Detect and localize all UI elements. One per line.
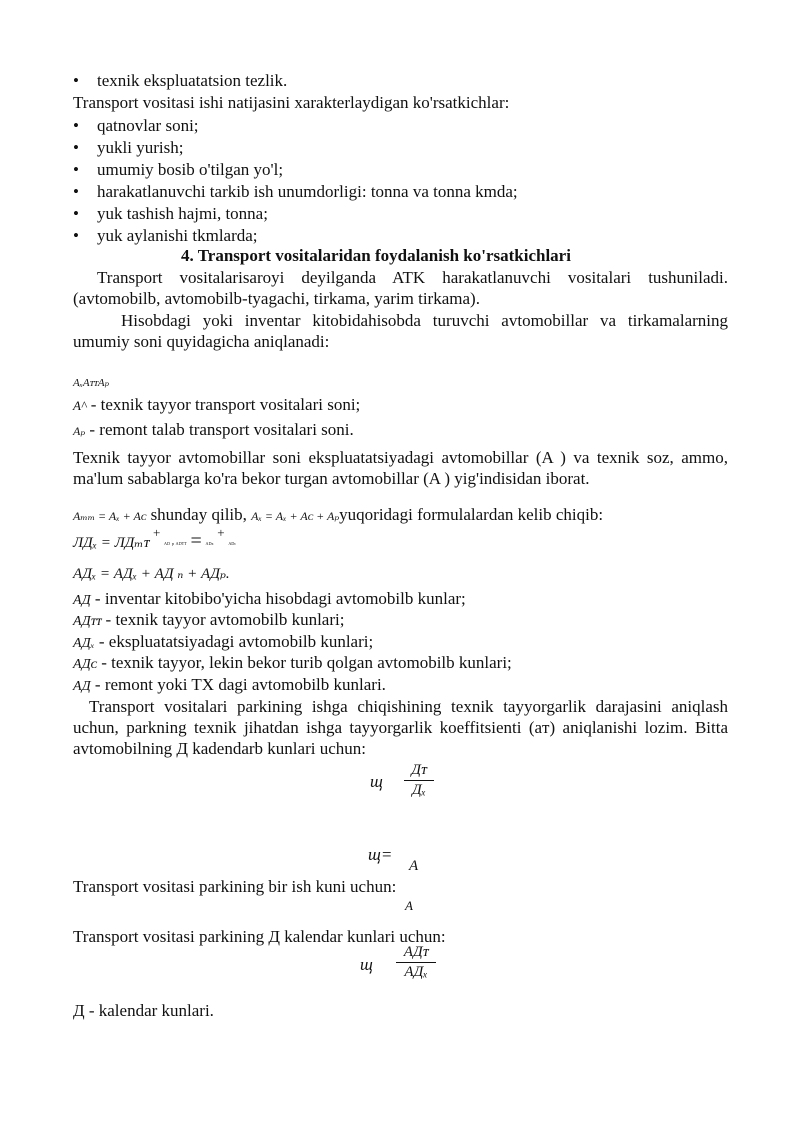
paragraph: Transport vositalari parkining ishga chiqishining texnik tayyorgarlik darajasini aniqlash uchun, parkning texnik jihatdan ishga tayyorgarlik koeffitsienti (aᴛ) aniqlanishi lozim. Bitta avtomobilning Д kadendarb kunlari uchun: [73, 697, 728, 758]
symbol: АДᴄ [73, 657, 97, 672]
formula-sub: ᴬᴰᶜ [228, 541, 237, 549]
formula-sub: ᴬᴰ ᵖ ᴬᴰᵀᵀ [164, 541, 187, 549]
definition-text: - inventar kitobibo'yicha hisobdagi avtomobilb kunlar; [90, 589, 466, 608]
list-item: yuk tashish hajmi, tonna; [97, 204, 268, 223]
formula-connector: shunday qilib, [146, 505, 252, 524]
symbol: АДₓ [73, 636, 95, 651]
formula-line [73, 505, 603, 526]
list-item: harakatlanuvchi tarkib ish unumdorligi: tonna va tonna kmda; [97, 182, 518, 201]
fraction [404, 762, 434, 799]
plus-sign: + [217, 525, 225, 540]
definition-line [73, 395, 360, 416]
fraction-numerator: Дᴛ [411, 762, 427, 778]
definition-line [73, 420, 354, 441]
formula-sub: ᴬᴰˣ [205, 541, 214, 549]
equals-sign: = [190, 530, 202, 552]
plus-sign: + [152, 525, 161, 540]
bullet-marker: • [73, 138, 79, 157]
results-intro: Transport vositasi ishi natijasini xarakterlaydigan ko'rsatkichlar: [73, 93, 510, 112]
definition-text: - ekspluatatsiyadagi avtomobilb kunlari; [94, 632, 374, 651]
paragraph: Hisobdagi yoki inventar kitobidahisobda turuvchi avtomobillar va tirkamalarning umumiy soni quyidagicha aniqlanadi: [73, 311, 728, 351]
definition-text: - texnik tayyor, lekin bekor turib qolgan avtomobilb kunlari; [96, 653, 512, 672]
text-line: Transport vositasi parkining Д kalendar kunlari uchun: [73, 927, 446, 946]
bullet-marker: • [73, 116, 79, 135]
fraction-bar [396, 962, 436, 963]
formula-right: Aₓ = Aₓ + Aᴄ + Aₚ [251, 509, 340, 523]
list-item: umumiy bosib o'tilgan yo'l; [97, 160, 284, 179]
symbol: АД [73, 593, 91, 608]
section-heading: 4. Transport vositalaridan foydalanish ko'rsatkichlari [181, 246, 571, 265]
definition-text: - texnik tayyor transport vositalari soni; [86, 395, 361, 414]
formula-lhs: щ [360, 955, 373, 974]
bullet-marker: • [73, 71, 79, 90]
fraction-denominator: Дₓ [412, 782, 426, 798]
formula-tail: yuqoridagi formulalardan kelib chiqib: [339, 505, 604, 524]
paragraph: Texnik tayyor avtomobillar soni ekspluatatsiyadagi avtomobillar (A ) va texnik soz, ammo, ma'lum sabablarga ko'ra bekor turgan avtomobillar (A ) yig'indisidan iborat. [73, 448, 728, 488]
text-line: Д - kalendar kunlari. [73, 1001, 214, 1020]
fraction-bar [404, 780, 434, 781]
definition-line [73, 653, 512, 675]
list-item: yuk aylanishi tkmlarda; [97, 226, 258, 245]
bullet-marker: • [73, 182, 79, 201]
symbol: АДᴛᴛ [73, 614, 102, 629]
fraction-denominator: АДₓ [404, 964, 428, 980]
formula-line [73, 525, 237, 553]
fraction-denominator: A [409, 858, 419, 874]
definition-line [73, 675, 386, 697]
paragraph: Transport vositalarisaroyi deyilganda ATK harakatlanuvchi vositalari tushuniladi. (avtomobilb, avtomobilb-tyagachi, tirkama, yarim tirkama). [73, 268, 728, 308]
definition-line [73, 632, 373, 654]
formula: AₓAᴛᴛAₚ [73, 377, 110, 389]
bullet-marker: • [73, 160, 79, 179]
text-line: Transport vositasi parkining bir ish kuni uchun: [73, 877, 397, 896]
definition-line [73, 610, 344, 632]
definition-text: - texnik tayyor avtomobilb kunlari; [101, 610, 345, 629]
fraction [396, 944, 436, 981]
formula: АДₓ = АДₓ + АД ₙ + АДₚ. [73, 566, 230, 582]
definition-line [73, 589, 466, 611]
definition-text: - remont yoki TX dagi avtomobilb kunlari. [90, 675, 386, 694]
bullet-marker: • [73, 204, 79, 223]
bullet-marker: • [73, 226, 79, 245]
symbol: A^ [73, 398, 87, 413]
definition-text: - remont talab transport vositalari soni. [85, 420, 354, 439]
symbol: Aₚ [73, 424, 86, 438]
formula-symbol: A [405, 898, 413, 913]
symbol: АД [73, 679, 91, 694]
formula-part: ЛДₓ = ЛДₘᴛ [73, 535, 150, 551]
formula-left: Aₘₘ = Aₓ + Aᴄ [73, 509, 147, 523]
list-item: yukli yurish; [97, 138, 184, 157]
fraction-numerator: АДᴛ [403, 944, 429, 960]
formula-lhs: щ= [368, 845, 393, 864]
bullet-item: texnik ekspluatatsion tezlik. [97, 71, 288, 90]
formula-lhs: щ [370, 772, 383, 791]
list-item: qatnovlar soni; [97, 116, 199, 135]
